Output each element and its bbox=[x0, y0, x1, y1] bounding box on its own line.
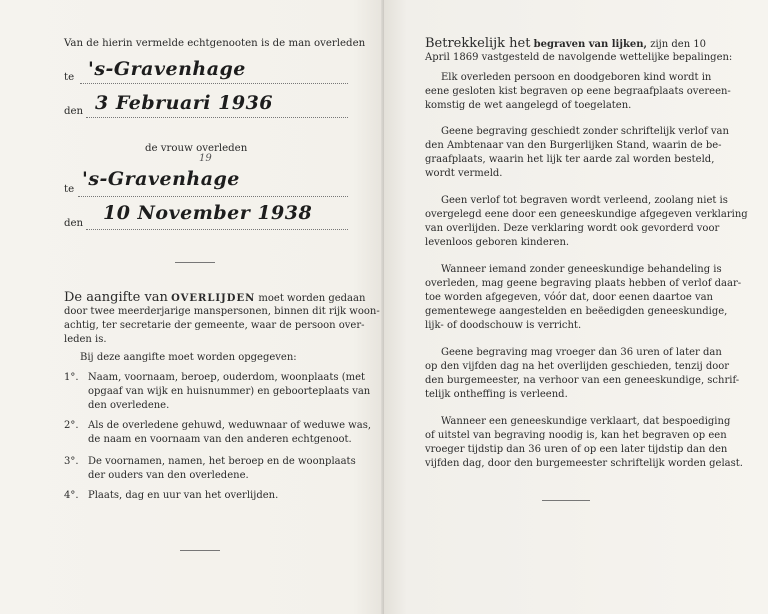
wife-place-handwriting: 's-Gravenhage bbox=[82, 168, 240, 190]
divider bbox=[175, 262, 215, 263]
intro-line-2: April 1869 vastgesteld de navolgende wettelijke bepalingen: bbox=[425, 52, 733, 63]
wife-place-prefix: te bbox=[64, 184, 75, 195]
husband-date-prefix: den bbox=[64, 106, 84, 117]
p1-line-2: eene gesloten kist begraven op eene begraafplaats overeen- bbox=[425, 86, 731, 97]
husband-date-line bbox=[86, 117, 348, 118]
item-2-number: 2°. bbox=[64, 420, 79, 431]
opgave-intro: Bij deze aangifte moet worden opgegeven: bbox=[80, 352, 297, 363]
header-line: Van de hierin vermelde echtgenooten is de man overleden bbox=[64, 38, 366, 49]
p1-line-1: Elk overleden persoon en doodgeboren kind wordt in bbox=[441, 72, 712, 83]
p1-line-3: komstig de wet aangelegd of toegelaten. bbox=[425, 100, 632, 111]
p2-line-1: Geene begraving geschiedt zonder schriftelijk verlof van bbox=[441, 126, 729, 137]
p6-line-3: vroeger tijdstip dan 36 uren of op een later tijdstip dan den bbox=[425, 444, 728, 455]
p4-line-4: gementewege aangestelden en beëedigden geneeskundige, bbox=[425, 306, 728, 317]
item-4-line-1: Plaats, dag en uur van het overlijden. bbox=[88, 490, 279, 501]
intro-line-1 bbox=[425, 38, 706, 51]
husband-place-line bbox=[80, 83, 348, 84]
bottom-divider-right bbox=[542, 500, 590, 501]
aangifte-line-2: door twee meerderjarige manspersonen, binnen dit rijk woon- bbox=[64, 306, 380, 317]
p6-line-2: of uitstel van begraving noodig is, kan het begraven op een bbox=[425, 430, 727, 441]
p4-line-2: overleden, mag geene begraving plaats hebben of verlof daar- bbox=[425, 278, 742, 289]
item-1-line-3: den overledene. bbox=[88, 400, 170, 411]
p4-line-3: toe worden afgegeven, vóór dat, door eenen daartoe van bbox=[425, 292, 713, 303]
item-3-number: 3°. bbox=[64, 456, 79, 467]
item-3-line-2: der ouders van den overledene. bbox=[88, 470, 249, 481]
aangifte-lead: De aangifte van bbox=[64, 290, 168, 305]
p3-line-3: van overlijden. Deze verklaring wordt ook gevorderd voor bbox=[425, 223, 720, 234]
p5-line-3: den burgemeester, na verhoor van een geneeskundige, schrif- bbox=[425, 375, 740, 386]
aangifte-line-1 bbox=[64, 292, 365, 305]
aangifte-tail: moet worden gedaan bbox=[258, 293, 366, 304]
item-2-line-2: de naam en voornaam van den anderen echtgenoot. bbox=[88, 434, 352, 445]
wife-date-prefix: den bbox=[64, 218, 84, 229]
wife-place-line bbox=[78, 196, 348, 197]
aangifte-line-4: leden is. bbox=[64, 334, 107, 345]
p4-line-1: Wanneer iemand zonder geneeskundige behandeling is bbox=[441, 264, 722, 275]
intro-bold: begraven van lijken, bbox=[533, 39, 647, 50]
p3-line-4: levenloos geboren kinderen. bbox=[425, 237, 570, 248]
husband-date-handwriting: 3 Februari 1936 bbox=[95, 92, 274, 114]
husband-place-handwriting: 's-Gravenhage bbox=[88, 58, 246, 80]
intro-tail: zijn den 10 bbox=[650, 39, 707, 50]
right-page bbox=[384, 0, 768, 614]
p5-line-2: op den vijfden dag na het overlijden geschieden, tenzij door bbox=[425, 361, 730, 372]
overlijden-heading: OVERLIJDEN bbox=[171, 293, 256, 304]
item-3-line-1: De voornamen, namen, het beroep en de woonplaats bbox=[88, 456, 356, 467]
p3-line-2: overgelegd eene door een geneeskundige afgegeven verklaring bbox=[425, 209, 748, 220]
p6-line-4: vijfden dag, door den burgemeester schriftelijk worden gelast. bbox=[425, 458, 743, 469]
wife-date-handwriting: 10 November 1938 bbox=[103, 202, 313, 224]
handwritten-annotation: 19 bbox=[199, 153, 212, 164]
item-4-number: 4°. bbox=[64, 490, 79, 501]
item-1-line-1: Naam, voornaam, beroep, ouderdom, woonplaats (met bbox=[88, 372, 366, 383]
p6-line-1: Wanneer een geneeskundige verklaart, dat bespoediging bbox=[441, 416, 731, 427]
item-1-line-2: opgaaf van wijk en huisnummer) en geboorteplaats van bbox=[88, 386, 371, 397]
p2-line-4: wordt vermeld. bbox=[425, 168, 503, 179]
aangifte-line-3: achtig, ter secretarie der gemeente, waar de persoon over- bbox=[64, 320, 365, 331]
p2-line-3: graafplaats, waarin het lijk ter aarde zal worden besteld, bbox=[425, 154, 715, 165]
p5-line-4: telijk ontheffing is verleend. bbox=[425, 389, 568, 400]
bottom-divider-left bbox=[180, 550, 220, 551]
p2-line-2: den Ambtenaar van den Burgerlijken Stand, waarin de be- bbox=[425, 140, 722, 151]
p4-line-5: lijk- of doodschouw is verricht. bbox=[425, 320, 582, 331]
p5-line-1: Geene begraving mag vroeger dan 36 uren of later dan bbox=[441, 347, 722, 358]
intro-lead: Betrekkelijk het bbox=[425, 36, 531, 51]
item-1-number: 1°. bbox=[64, 372, 79, 383]
item-2-line-1: Als de overledene gehuwd, weduwnaar of weduwe was, bbox=[88, 420, 371, 431]
husband-place-prefix: te bbox=[64, 72, 75, 83]
wife-label: de vrouw overleden bbox=[145, 143, 248, 154]
p3-line-1: Geen verlof tot begraven wordt verleend, zoolang niet is bbox=[441, 195, 728, 206]
wife-date-line bbox=[86, 229, 348, 230]
